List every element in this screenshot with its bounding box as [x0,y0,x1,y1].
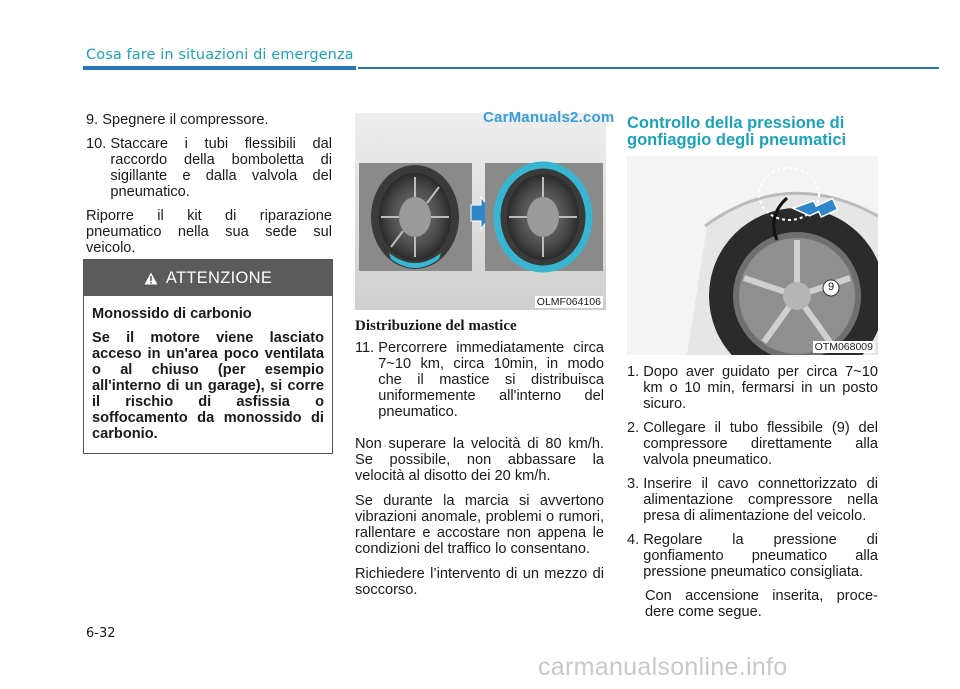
car-wheel-illustration [627,156,878,355]
step-text: Regolare la pressione di gonfiamento pneumatico alla pressione pneumatico consigliata. [643,532,878,580]
step-number: 10. [86,136,111,152]
step-3 [627,476,878,524]
step-1 [627,364,878,412]
section-heading: Controllo della pressione di gonfiaggio degli pneumatici [627,114,847,149]
body-paragraph: Richiedere l’intervento di un mezzo di soccorso. [355,566,604,598]
step-number: 11. [355,340,379,356]
warning-title: ATTENZIONE [165,268,273,287]
section-title: Cosa fare in situazioni di emergenza [86,47,354,63]
step-9 [86,112,332,128]
body-paragraph: Riporre il kit di riparazione pneumatico nella sua sede sul veicolo. [86,208,332,256]
sealant-distribution-figure [355,113,606,310]
step-text: Percorrere immediatamente circa 7~10 km, circa 10min, in modo che il mastice si distribuisca uniformemente all'interno del pneumatico. [378,340,604,420]
step-number: 3. [627,476,644,492]
callout-number: 9 [827,281,835,293]
warning-header [84,260,332,296]
watermark-top: CarManuals2.com [483,109,615,126]
step-number: 2. [627,420,644,436]
warning-text: Se il motore viene lasciato acceso in un'area poco ventilata o al chiuso (per esempio all'interno di un garage), si corre il rischio di asfissia o soffocamento da monossido di carbonio. [92,330,324,442]
page-number: 6-32 [86,626,116,641]
subsection-heading: Distribuzione del mastice [355,318,517,334]
tyre-before [359,163,472,271]
watermark-bottom: carmanualsonline.info [538,653,788,681]
tyre-illustration [355,113,606,310]
step-number: 9. [86,112,103,128]
step-4 [627,532,878,580]
step-number: 4. [627,532,644,548]
warning-subtitle: Monossido di carbonio [92,306,252,322]
warning-box [83,259,333,454]
body-paragraph: Non superare la velocità di 80 km/h. Se possibile, non abbassare la velocità al disotto dei 20 km/h. [355,436,604,484]
figure-code: OLMF064106 [536,296,601,308]
header-rule-dark [83,66,356,70]
tyre-after [485,163,603,271]
header-rule [358,67,939,69]
step-text: Inserire il cavo connettorizzato di alimentazione compressore nella presa di alimentazione del veicolo. [643,476,878,524]
warning-body [84,296,332,442]
step-text: Staccare i tubi flessibili dal raccordo della bomboletta di sigillante e dalla valvola del pneumatico. [110,136,332,200]
warning-triangle-icon [144,272,158,285]
step-text: Dopo aver guidato per circa 7~10 km o 10 min, fermarsi in un posto sicuro. [643,364,878,412]
step-2 [627,420,878,468]
body-paragraph: Se durante la marcia si avvertono vibrazioni anomale, problemi o rumori, rallentare e accostare non appena le condizioni del traffico lo consentano. [355,493,604,557]
tire-pressure-figure [627,156,878,355]
left-column [86,112,332,265]
step-10 [86,136,332,200]
step-note: Con accensione inserita, proce-dere come segue. [645,588,878,620]
step-text: Spegnere il compressore. [102,112,269,128]
step-number: 1. [627,364,644,380]
figure-code: OTM068009 [814,341,873,353]
middle-column [355,318,604,607]
step-11 [355,340,604,420]
right-column [627,364,878,629]
step-text: Collegare il tubo flessibile (9) del compressore direttamente alla valvola pneumatico. [643,420,878,468]
